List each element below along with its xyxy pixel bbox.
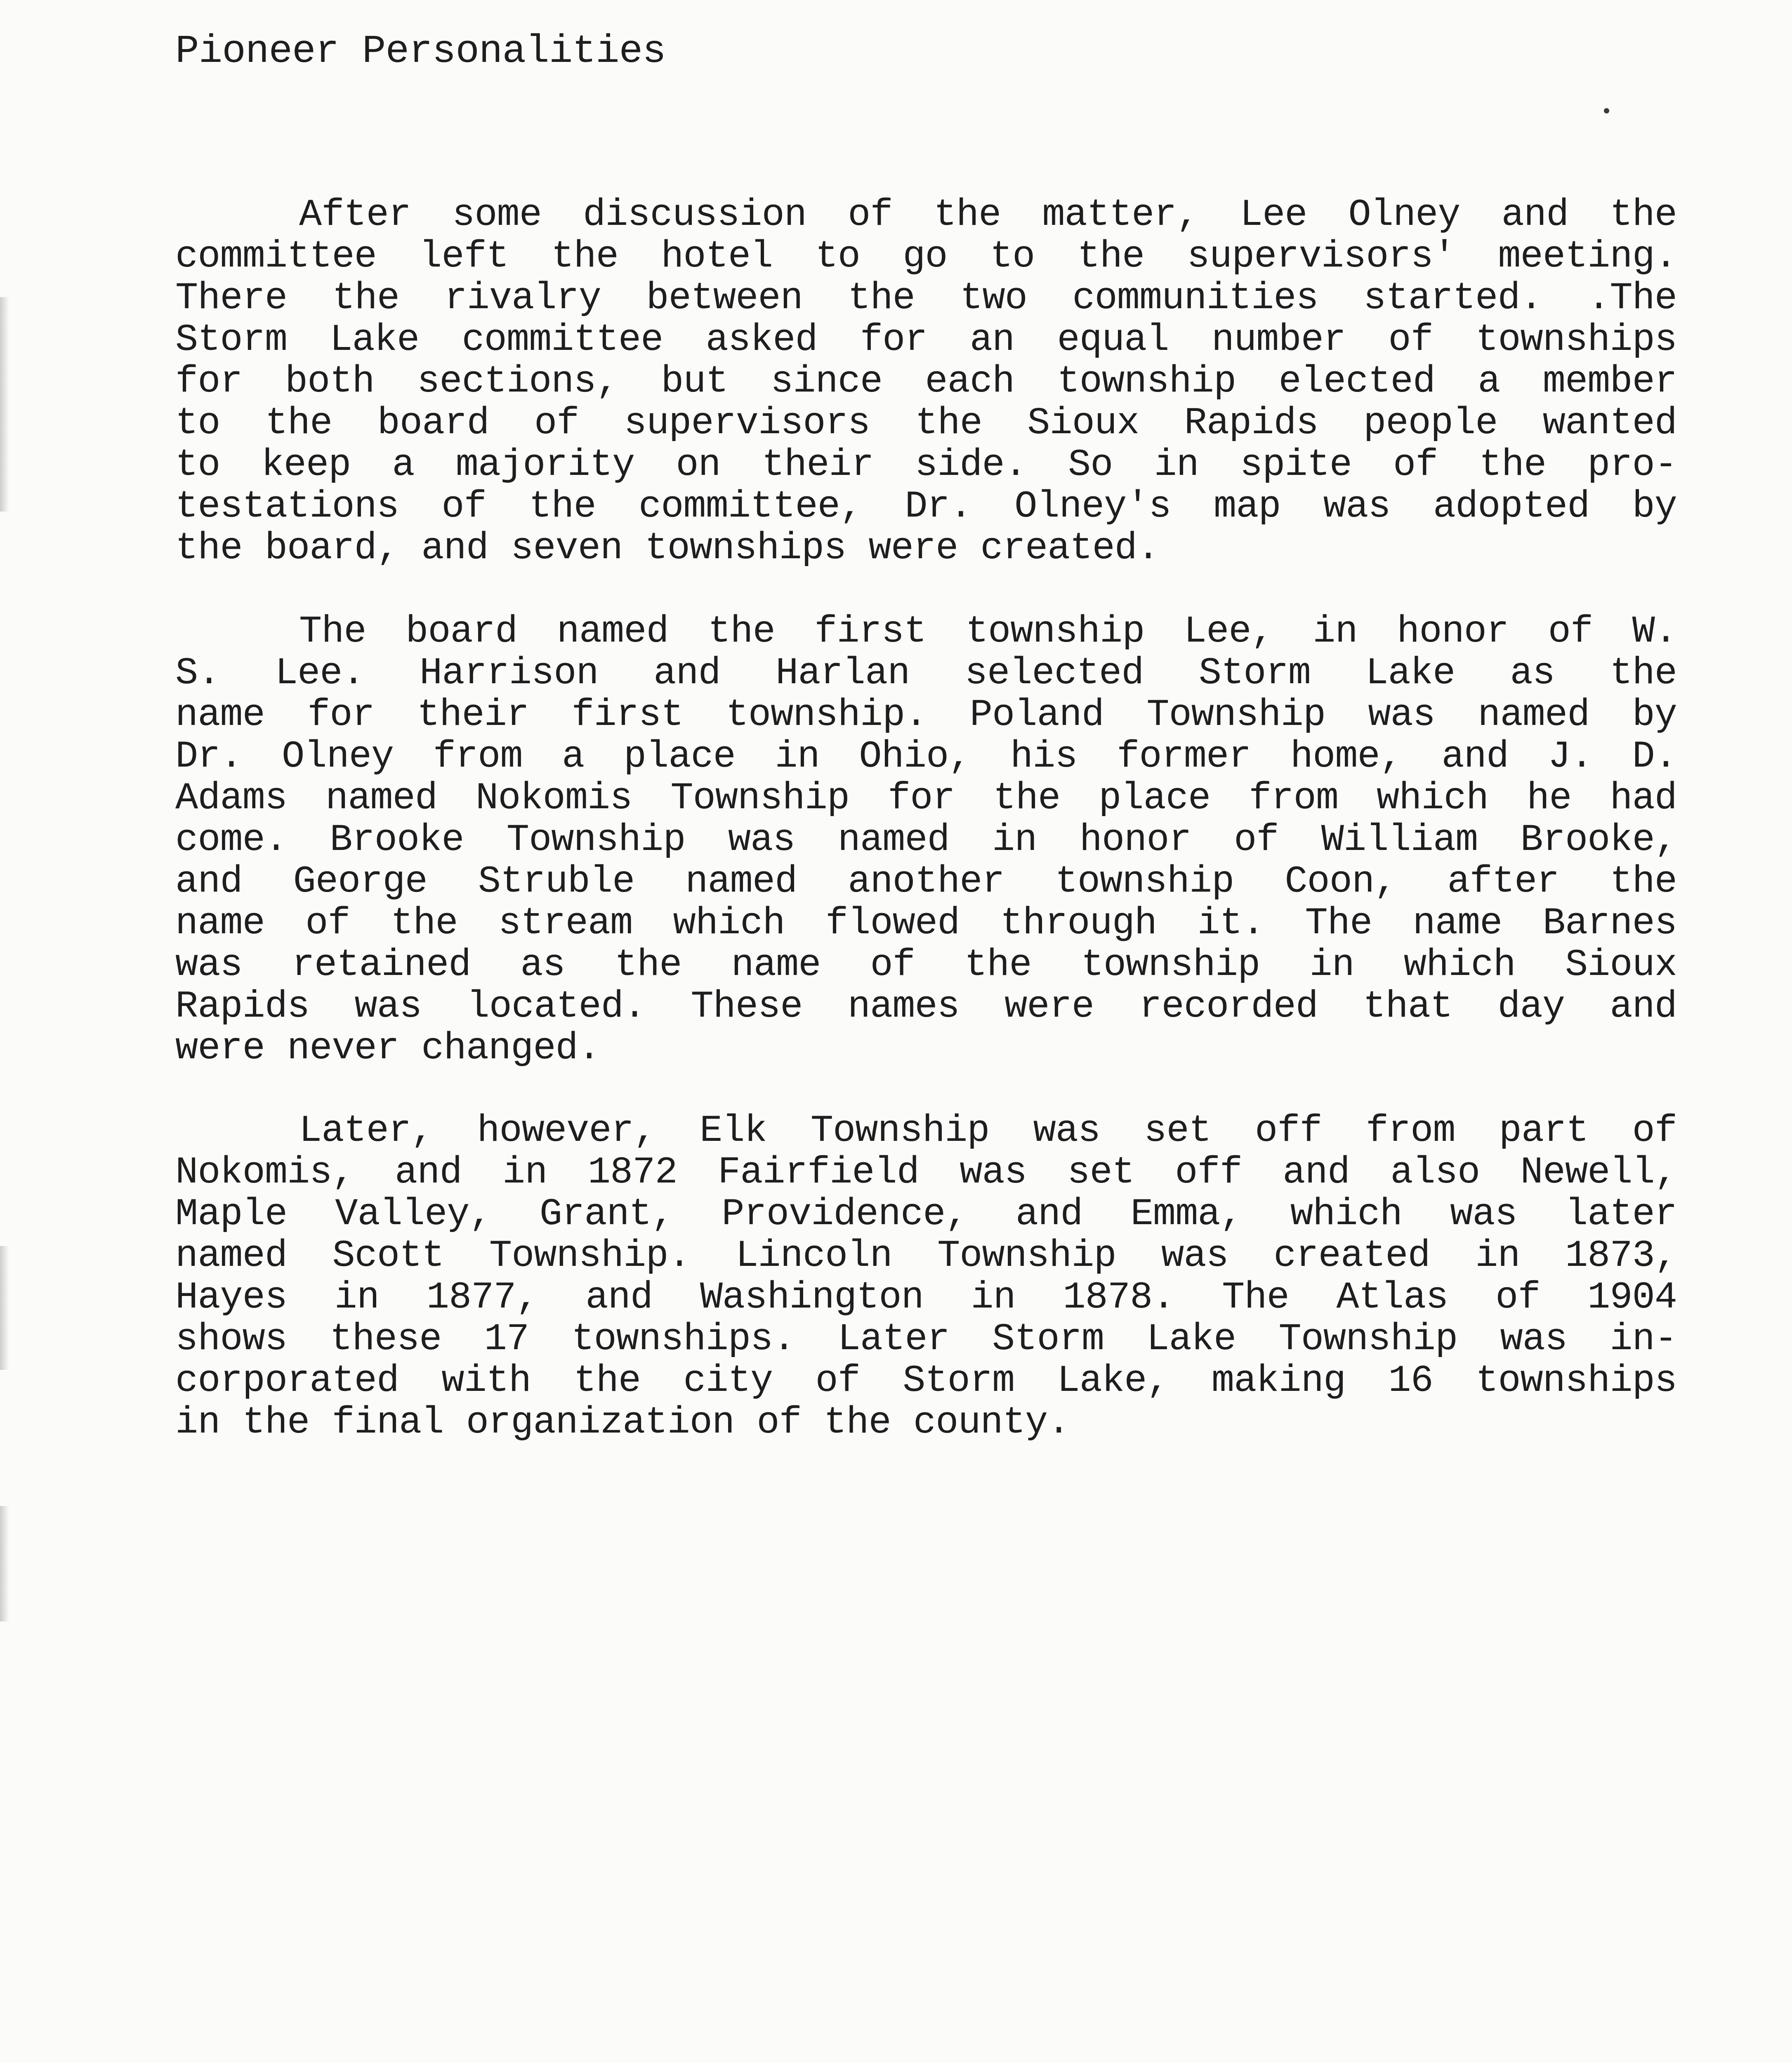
text-line: testations of the committee, Dr. Olney's map was adopted by [175, 486, 1677, 527]
text-line: shows these 17 townships. Later Storm Lake Township was in- [175, 1318, 1677, 1360]
text-line: the board, and seven townships were created. [175, 527, 1160, 569]
paragraph-2 [175, 611, 1677, 1069]
text-line: come. Brooke Township was named in honor of William Brooke, [175, 819, 1677, 861]
text-line: Maple Valley, Grant, Providence, and Emma, which was later [175, 1193, 1677, 1235]
text-line: Later, however, Elk Township was set off from part of [299, 1110, 1677, 1152]
scan-speck [1604, 108, 1609, 113]
text-line: Rapids was located. These names were recorded that day and [175, 986, 1677, 1027]
paragraph-3 [175, 1110, 1677, 1443]
text-line: Dr. Olney from a place in Ohio, his former home, and J. D. [175, 736, 1677, 777]
text-line: corporated with the city of Storm Lake, making 16 townships [175, 1360, 1677, 1402]
text-line: Adams named Nokomis Township for the place from which he had [175, 777, 1677, 819]
scan-edge-shadow [0, 1246, 9, 1370]
text-line: to the board of supervisors the Sioux Rapids people wanted [175, 402, 1677, 444]
text-line: S. Lee. Harrison and Harlan selected Storm Lake as the [175, 652, 1677, 694]
scan-edge-shadow [0, 297, 9, 512]
text-line: Nokomis, and in 1872 Fairfield was set off and also Newell, [175, 1152, 1677, 1193]
running-head: Pioneer Personalities [175, 29, 666, 74]
text-line: in the final organization of the county. [175, 1402, 1070, 1443]
text-line: were never changed. [175, 1027, 600, 1069]
paragraph-1 [175, 194, 1677, 569]
text-line: After some discussion of the matter, Lee Olney and the [299, 194, 1677, 236]
text-line: named Scott Township. Lincoln Township was created in 1873, [175, 1235, 1677, 1277]
text-line: name for their first township. Poland Township was named by [175, 694, 1677, 736]
text-line: for both sections, but since each township elected a member [175, 361, 1677, 402]
text-line: committee left the hotel to go to the supervisors' meeting. [175, 236, 1677, 277]
text-line: name of the stream which flowed through it. The name Barnes [175, 902, 1677, 944]
text-line: was retained as the name of the township in which Sioux [175, 944, 1677, 986]
text-line: The board named the first township Lee, in honor of W. [299, 611, 1677, 652]
scan-edge-shadow [0, 1506, 9, 1622]
text-line: and George Struble named another township Coon, after the [175, 861, 1677, 902]
text-line: There the rivalry between the two communities started. .The [175, 277, 1677, 319]
text-line: Hayes in 1877, and Washington in 1878. The Atlas of 1904 [175, 1277, 1677, 1318]
text-line: Storm Lake committee asked for an equal number of townships [175, 319, 1677, 361]
text-line: to keep a majority on their side. So in spite of the pro- [175, 444, 1677, 486]
